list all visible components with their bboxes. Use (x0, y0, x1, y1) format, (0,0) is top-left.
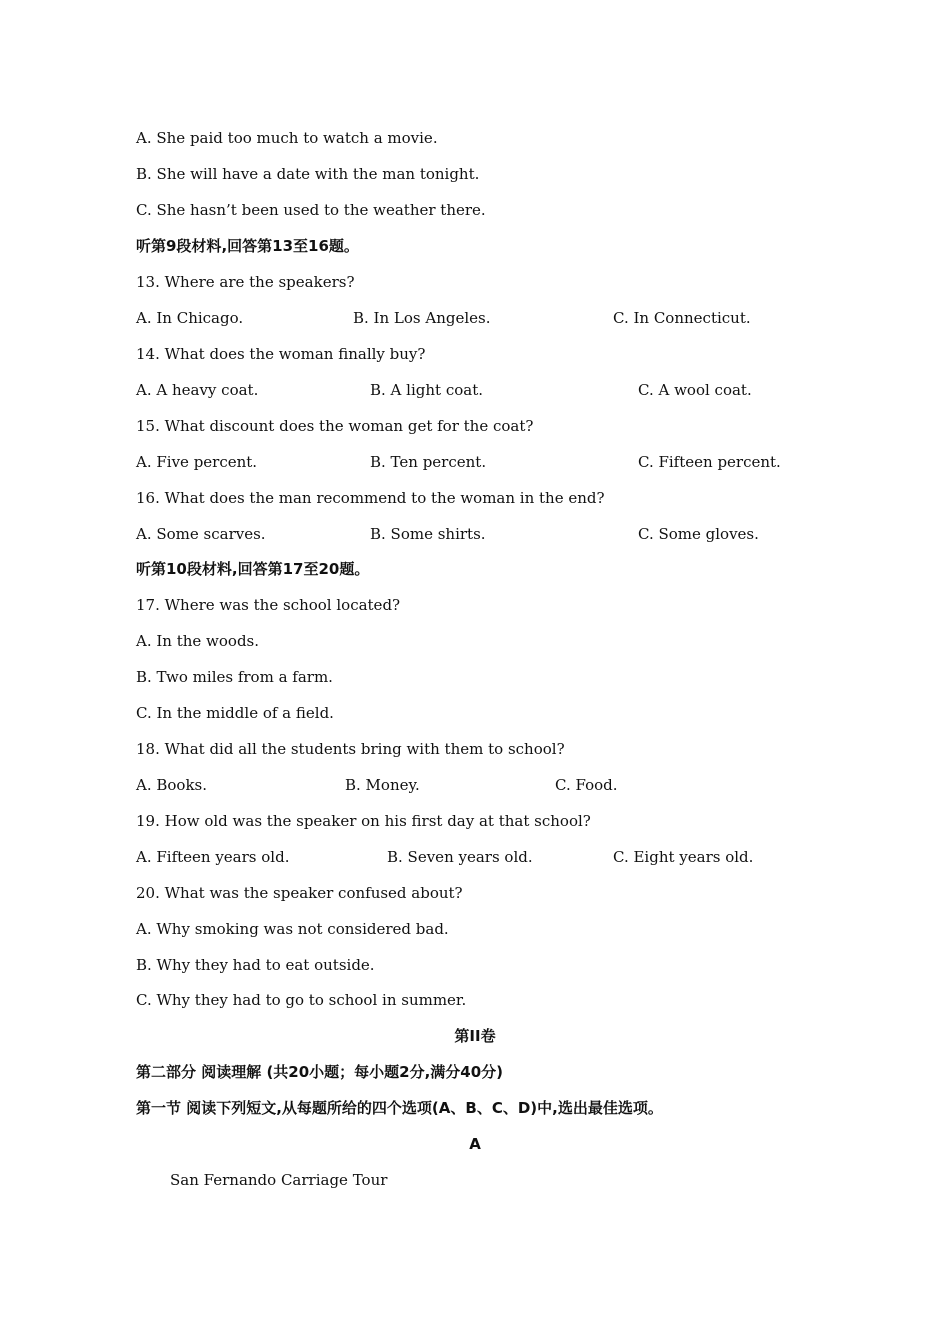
q16-option-b: B. Some shirts. (370, 525, 486, 543)
q15-option-b: B. Ten percent. (370, 453, 487, 471)
q13-option-c: C. In Connecticut. (613, 309, 751, 327)
q20-stem: 20. What was the speaker confused about? (136, 884, 463, 902)
q14-stem: 14. What does the woman finally buy? (136, 345, 426, 363)
q18-option-c: C. Food. (555, 776, 618, 794)
q18-stem: 18. What did all the students bring with them to school? (136, 740, 565, 758)
q15-option-a: A. Five percent. (136, 453, 258, 471)
q13-option-a: A. In Chicago. (136, 309, 244, 327)
q15-option-c: C. Fifteen percent. (638, 453, 781, 471)
q17-option-b: B. Two miles from a farm. (136, 668, 333, 686)
q12-option-b: B. She will have a date with the man tonight. (136, 165, 480, 183)
q20-option-c: C. Why they had to go to school in summer. (136, 991, 467, 1009)
passage-title: San Fernando Carriage Tour (170, 1171, 388, 1189)
q18-option-b: B. Money. (345, 776, 420, 794)
section9-heading: 听第9段材料,回答第13至16题。 (136, 237, 359, 255)
q14-option-b: B. A light coat. (370, 381, 483, 399)
q16-option-a: A. Some scarves. (136, 525, 266, 543)
q14-option-a: A. A heavy coat. (136, 381, 259, 399)
q20-option-a: A. Why smoking was not considered bad. (136, 920, 449, 938)
q20-option-b: B. Why they had to eat outside. (136, 956, 375, 974)
q12-option-c: C. She hasn’t been used to the weather there. (136, 201, 486, 219)
q17-option-c: C. In the middle of a field. (136, 704, 334, 722)
q12-option-a: A. She paid too much to watch a movie. (136, 129, 438, 147)
section1-heading: 第一节 阅读下列短文,从每题所给的四个选项(A、B、C、D)中,选出最佳选项。 (136, 1099, 663, 1117)
q16-stem: 16. What does the man recommend to the woman in the end? (136, 489, 605, 507)
section10-heading: 听第10段材料,回答第17至20题。 (136, 560, 370, 578)
passage-label: A (469, 1135, 481, 1153)
q14-option-c: C. A wool coat. (638, 381, 752, 399)
q19-stem: 19. How old was the speaker on his first day at that school? (136, 812, 591, 830)
q13-option-b: B. In Los Angeles. (353, 309, 491, 327)
q17-stem: 17. Where was the school located? (136, 596, 401, 614)
q19-option-b: B. Seven years old. (387, 848, 533, 866)
q15-stem: 15. What discount does the woman get for the coat? (136, 417, 534, 435)
q19-option-c: C. Eight years old. (613, 848, 754, 866)
q13-stem: 13. Where are the speakers? (136, 273, 355, 291)
q18-option-a: A. Books. (136, 776, 208, 794)
q17-option-a: A. In the woods. (136, 632, 260, 650)
part2-heading: 第二部分 阅读理解 (共20小题；每小题2分,满分40分) (136, 1063, 504, 1081)
q16-option-c: C. Some gloves. (638, 525, 759, 543)
volume-title: 第II卷 (454, 1027, 496, 1045)
q19-option-a: A. Fifteen years old. (136, 848, 290, 866)
